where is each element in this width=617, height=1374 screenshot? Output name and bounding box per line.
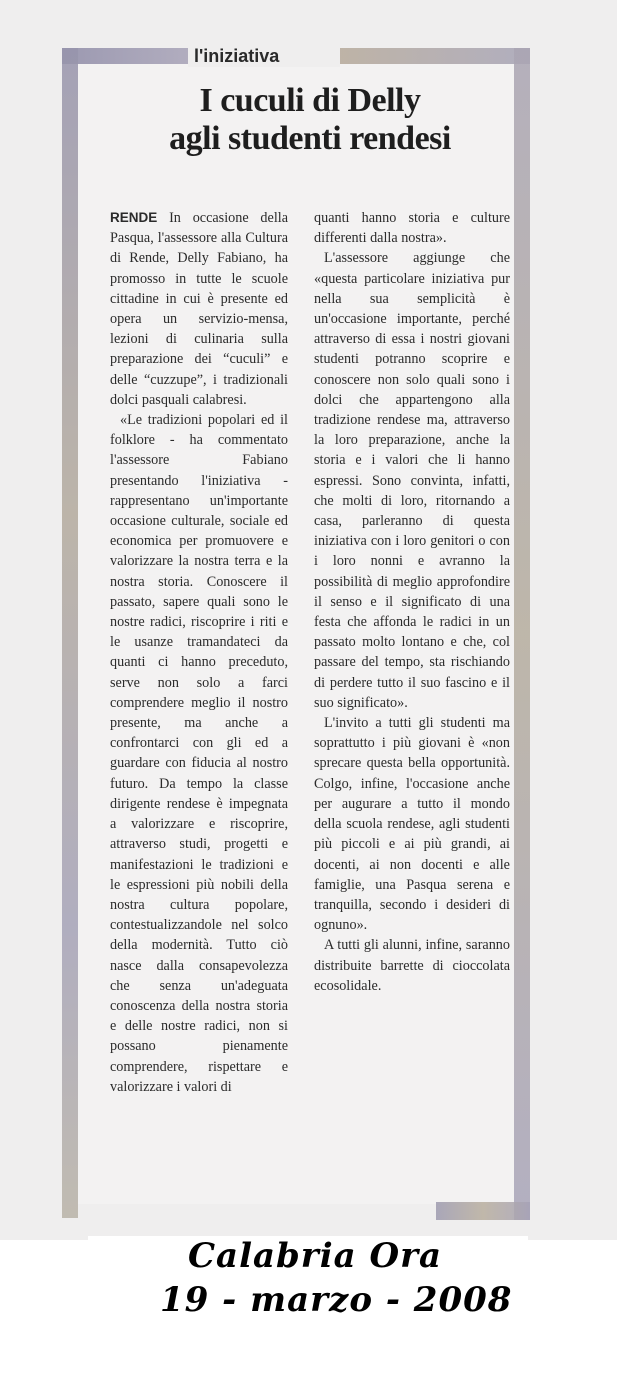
headline-line-2: agli studenti rendesi xyxy=(169,120,451,157)
paragraph: A tutti gli alunni, infine, saranno distribuite barrette di cioccolata ecosolidale. xyxy=(314,937,510,994)
publication-date: 19 - marzo - 2008 xyxy=(160,1280,513,1320)
section-rubric: l'iniziativa xyxy=(188,46,340,67)
paragraph: L'assessore aggiunge che «questa particolare iniziativa pur nella sua semplicità è un'occasione importante, perché attraverso di essa i nostri giovani studenti potranno scoprire e conoscere non solo quali sono i dolci che appartengono alla tradizione rendese ma, attraverso la loro preparazione, anche la storia e i valori che li hanno espressi. Sono convinta, infatti, che molti di loro, ritornando a casa, parleranno di questa iniziativa con i loro genitori o con i loro nonni e avranno la possibilità di meglio approfondire il senso e il significato di una festa che affonda le radici in un passato molto lontano e che, col passare del tempo, sta rischiando di perdere tutto il suo fascino e il suo significato». xyxy=(314,250,510,711)
paragraph: L'invito a tutti gli studenti ma soprattutto i più giovani è «non sprecare questa bella opportunità. Colgo, infine, l'occasione anche per augurare a tutto il mondo della scuola rendese, agli studenti più piccoli e ai più grandi, ai docenti, ai non docenti e alle famiglie, una Pasqua serena e tranquilla, secondo i desideri di ognuno». xyxy=(314,715,510,934)
headline-line-1: I cuculi di Delly xyxy=(199,82,421,119)
paragraph: «Le tradizioni popolari ed il folklore - ha commentato l'assessore Fabiano presentando l'iniziativa - rappresentano un'importante occasione culturale, sociale ed economica per promuovere e valorizzare la nostra terra e la nostra storia. Conoscere il passato, sapere quali sono le nostre radici, riscoprire i riti e le usanze tramandateci da quanti ci hanno preceduto, serve non solo a farci comprendere meglio il nostro presente, ma anche a confrontarci con gli ed a guardare con fiducia al nostro futuro. Da tempo la classe dirigente rendese è impegnata a valorizzare e riscoprire, attraverso studi, progetti e manifestazioni le tradizioni e le espressioni più nobili della nostra cultura popolare, contestualizzandole nel solco della modernità. Tutto ciò nasce dalla consapevolezza che senza un'adeguata conoscenza della nostra storia e delle nostre radici, non si possano pienamente comprendere, rispettare e valorizzare i valori di xyxy=(110,412,288,1095)
newspaper-name: Calabria Ora xyxy=(188,1236,443,1276)
frame-border-bottom xyxy=(436,1202,530,1220)
article-column-right xyxy=(314,208,510,996)
article-headline xyxy=(110,82,510,158)
frame-border-right xyxy=(514,48,530,1220)
dateline: RENDE xyxy=(110,210,158,225)
source-caption xyxy=(88,1236,528,1374)
paragraph-text: In occasione della Pasqua, l'assessore alla Cultura di Rende, Delly Fabiano, ha promosso in tutte le scuole cittadine in cui è presente ed opera un servizio-mensa, lezioni di culinaria sulla preparazione dei “cuculi” e delle “cuzzupe”, i tradizionali dolci pasquali calabresi. xyxy=(110,210,288,408)
paragraph xyxy=(110,208,288,410)
paragraph: quanti hanno storia e culture differenti dalla nostra». xyxy=(314,210,510,247)
frame-border-left xyxy=(62,48,78,1218)
article-column-left xyxy=(110,208,288,1097)
